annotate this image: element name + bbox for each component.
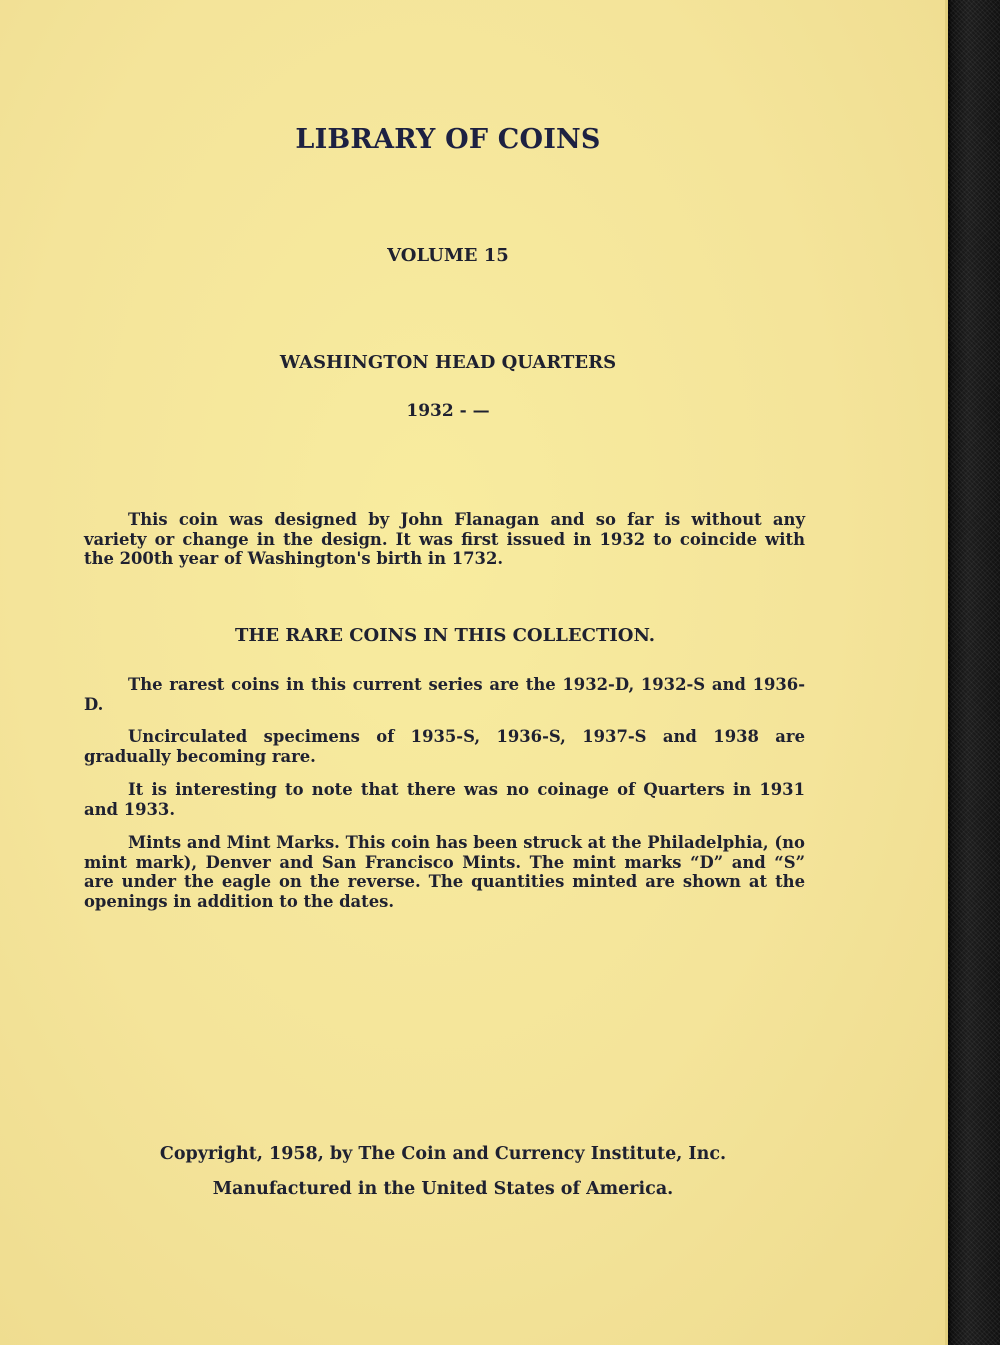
series-dates: 1932 - —: [406, 401, 490, 421]
copyright-line: Copyright, 1958, by The Coin and Currency Institute, Inc.: [159, 1144, 727, 1164]
page-title: LIBRARY OF COINS: [295, 124, 601, 155]
volume-label: VOLUME 15: [387, 245, 509, 266]
book-binding: [946, 0, 1000, 1345]
no-coinage-paragraph: It is interesting to note that there was no coinage of Quarters in 1931 and 1933.: [84, 780, 805, 819]
mint-marks-paragraph: Mints and Mint Marks. This coin has been struck at the Philadelphia, (no mint mark), Denver and San Francisco Mints. The mint marks “D” and “S” are under the eagle on the reverse. The quantities minted are shown at the openings in addition to the dates.: [84, 833, 805, 911]
series-title: WASHINGTON HEAD QUARTERS: [279, 352, 617, 373]
intro-paragraph: This coin was designed by John Flanagan and so far is without any variety or change in the design. It was first issued in 1932 to coincide with the 200th year of Washington's birth in 1732.: [84, 510, 805, 568]
manufactured-line: Manufactured in the United States of America.: [212, 1179, 674, 1199]
page-edge: [945, 0, 948, 1345]
rarest-coins-paragraph: The rarest coins in this current series are the 1932-D, 1932-S and 1936-D.: [84, 675, 805, 714]
rare-coins-heading: THE RARE COINS IN THIS COLLECTION.: [234, 625, 656, 646]
uncirculated-paragraph: Uncirculated specimens of 1935-S, 1936-S, 1937-S and 1938 are gradually becoming rare.: [84, 727, 805, 766]
